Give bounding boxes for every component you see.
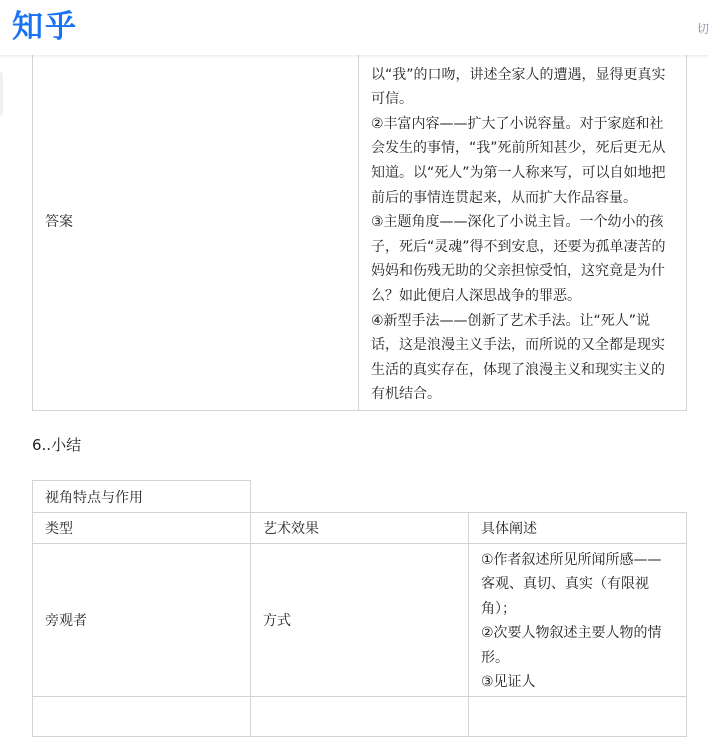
answer-paragraph: ④新型手法——创新了艺术手法。让“死人”说话，这是浪漫主义手法，而所说的又全都是现实生活的真实存在，体现了浪漫主义和现实主义的有机结合。 [371, 312, 665, 403]
detail-line: ②次要人物叙述主要人物的情形。 [481, 625, 662, 666]
top-navigation-bar [0, 0, 709, 55]
answer-table [32, 30, 687, 411]
detail-line: ①作者叙述所见所闻所感——客观、真切、真实（有限视角）； [481, 552, 662, 617]
table-header-row [33, 513, 687, 544]
side-tab-handle[interactable] [0, 72, 3, 116]
detail-cell [469, 544, 687, 697]
answer-paragraph: ②丰富内容——扩大了小说容量。对于家庭和社会发生的事情，“我”死前所知甚少，死后更无从知道。以“死人”为第一人称来写，可以自如地把前后的事情连贯起来，从而扩大作品容量。 [371, 115, 666, 206]
type-cell: 旁观者 [33, 544, 251, 697]
effect-cell [251, 697, 469, 737]
detail-line: ③见证人 [481, 674, 536, 691]
column-header: 艺术效果 [251, 513, 469, 544]
table-caption-row [33, 481, 687, 513]
answer-label-cell: 答案 [33, 31, 359, 411]
effect-cell: 方式 [251, 544, 469, 697]
table-row [33, 697, 687, 737]
zhihu-logo[interactable]: 知乎 [12, 9, 78, 45]
table-caption: 视角特点与作用 [33, 481, 251, 513]
column-header: 具体阐述 [469, 513, 687, 544]
answer-paragraph: 以“我”的口吻，讲述全家人的遭遇，显得更真实可信。 [371, 66, 666, 108]
section-title: 6..小结 [32, 436, 82, 454]
detail-cell [469, 697, 687, 737]
column-header: 类型 [33, 513, 251, 544]
answer-text-cell [359, 31, 687, 411]
table-row [33, 31, 687, 411]
answer-paragraph: ③主题角度——深化了小说主旨。一个幼小的孩子，死后“灵魂”得不到安息，还要为孤单凄苦的妈妈和伤残无助的父亲担惊受怕，这究竟是为什么？如此便启人深思战争的罪恶。 [371, 214, 666, 305]
type-cell [33, 697, 251, 737]
switch-link[interactable]: 切 [696, 22, 709, 36]
summary-table [32, 480, 687, 737]
table-row [33, 544, 687, 697]
caption-spacer [251, 481, 687, 513]
